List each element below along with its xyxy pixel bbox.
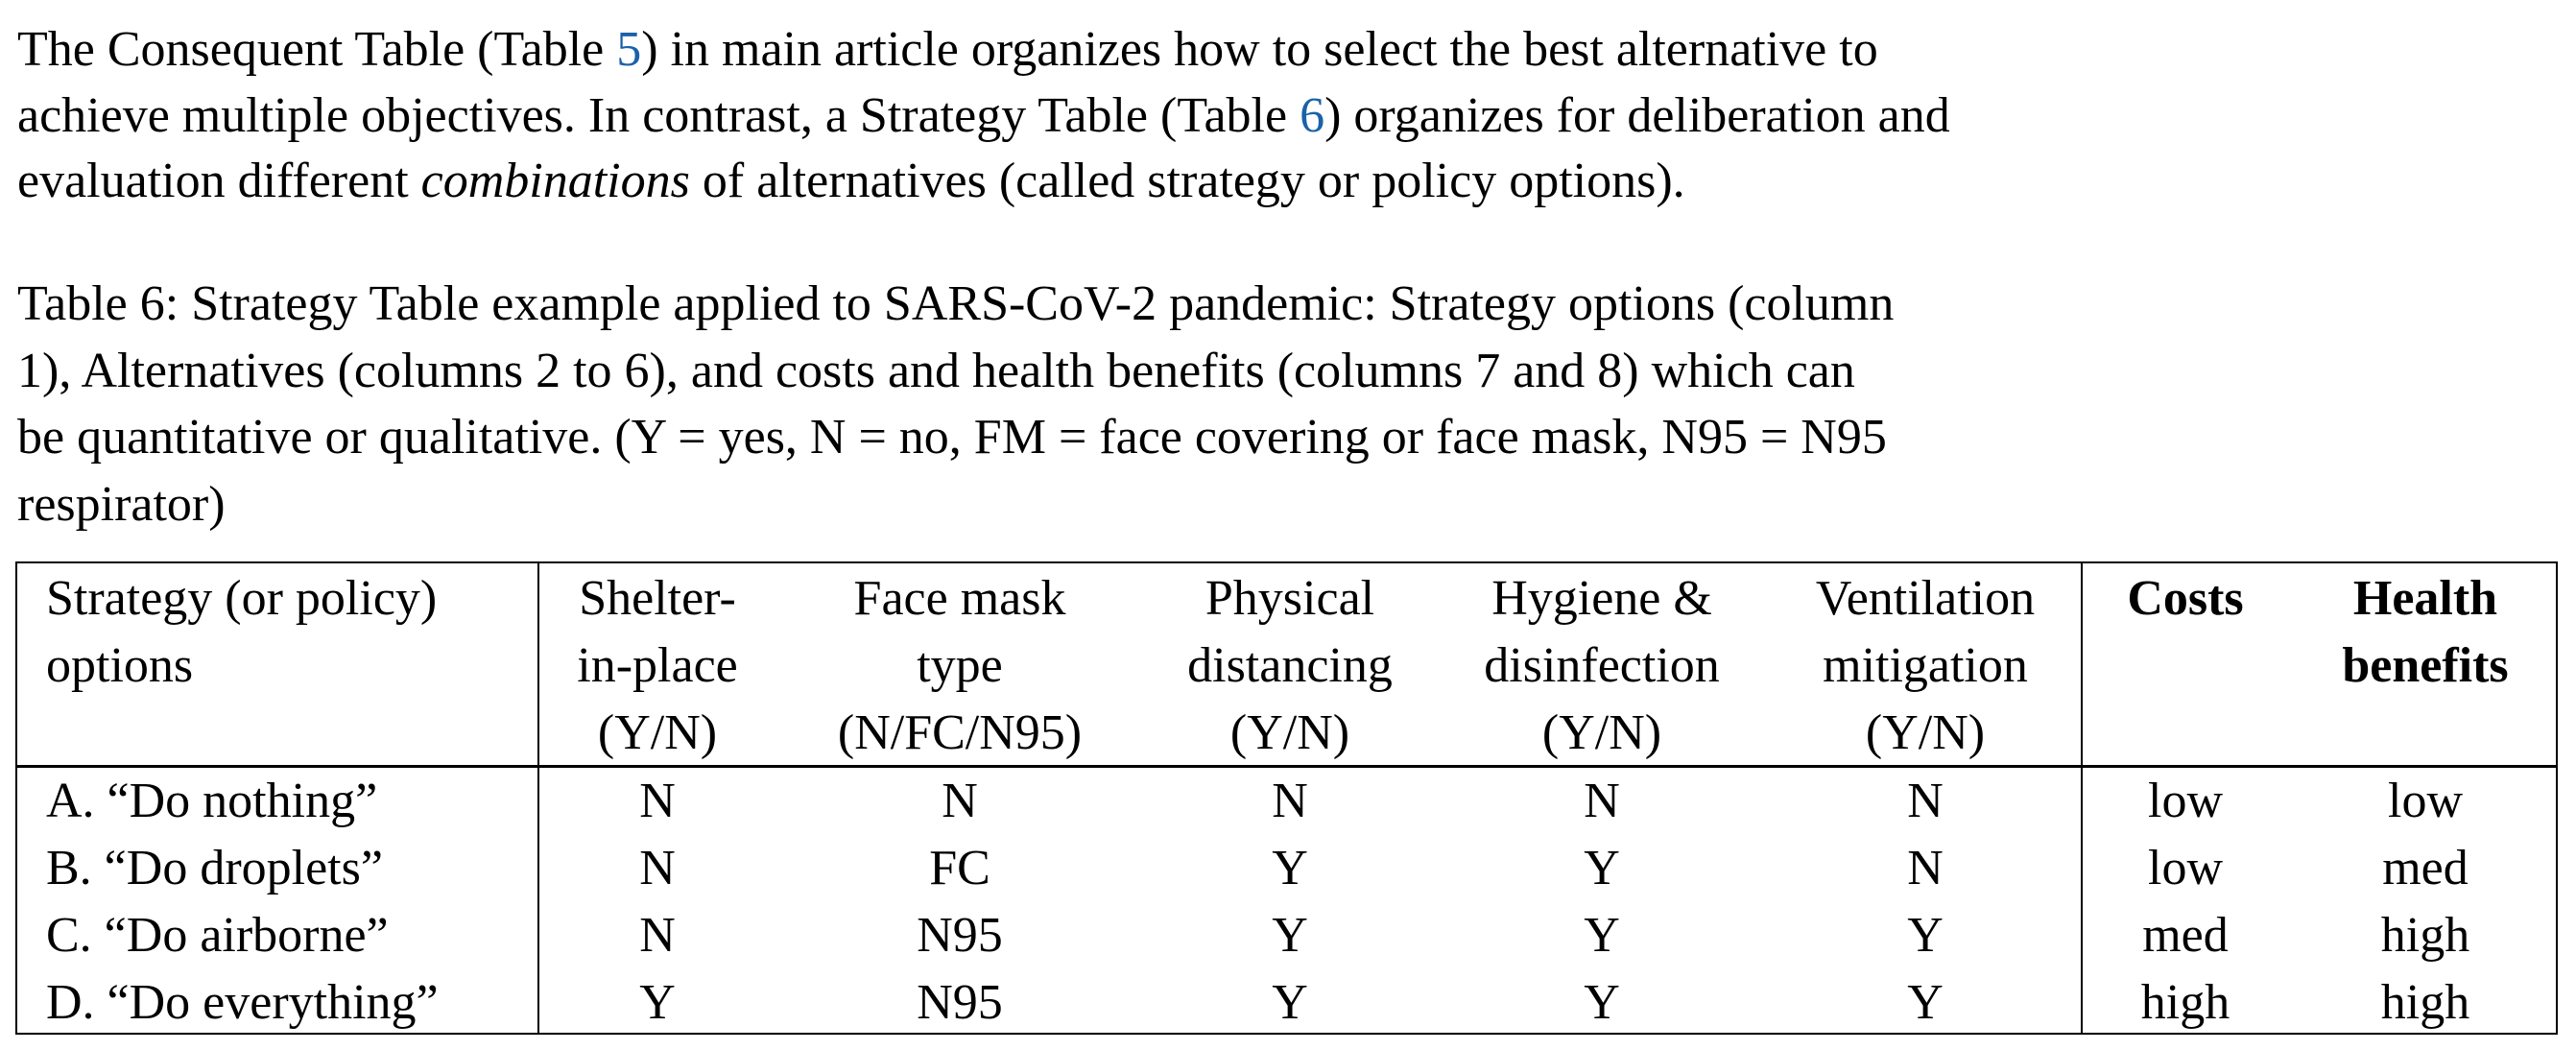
header-facemask-l3: (N/FC/N95) [837,705,1083,760]
row-a-ventilation: N [1907,774,1944,828]
row-c-ventilation: Y [1907,908,1944,963]
header-facemask-l1: Face mask [853,571,1066,626]
header-strategy-l2: options [46,638,194,693]
row-a-health: low [2388,774,2463,828]
row-c-costs: med [2142,908,2229,963]
table-5-link[interactable]: 5 [616,22,642,77]
row-d-strategy: D. “Do everything” [46,975,439,1030]
caption-line-3: be quantitative or qualitative. (Y = yes, N = no, FM = face covering or face mask, N95 = N95 [17,410,1887,465]
header-shelter-l3: (Y/N) [597,705,718,760]
row-c-strategy: C. “Do airborne” [46,908,389,963]
row-a-strategy: A. “Do nothing” [46,774,378,828]
row-c-facemask: N95 [917,908,1003,963]
row-b-health: med [2382,841,2469,895]
row-b-shelter: N [639,841,676,895]
header-ventilation-l1: Ventilation [1815,571,2036,626]
row-b-hygiene: Y [1584,841,1620,895]
header-facemask-l2: type [917,638,1003,693]
header-health-l1: Health [2352,571,2498,626]
row-c-health: high [2380,908,2470,963]
row-d-ventilation: Y [1907,975,1944,1030]
row-a-distancing: N [1272,774,1308,828]
header-ventilation-l3: (Y/N) [1865,705,1986,760]
intro-line-1: The Consequent Table (Table 5) in main article organizes how to select the best alternative to [17,22,1878,77]
row-d-hygiene: Y [1584,975,1620,1030]
row-b-distancing: Y [1272,841,1308,895]
header-shelter-l1: Shelter- [579,571,736,626]
header-distancing-l1: Physical [1205,571,1375,626]
header-shelter-l2: in-place [577,638,738,693]
row-d-costs: high [2140,975,2230,1030]
table-6-link[interactable]: 6 [1300,88,1325,143]
row-a-facemask: N [942,774,978,828]
header-ventilation-l2: mitigation [1823,638,2028,693]
intro-line-3: evaluation different combinations of alternatives (called strategy or policy options). [17,154,1685,208]
row-b-strategy: B. “Do droplets” [46,841,383,895]
column-divider-options [537,561,539,1035]
header-health-l2: benefits [2342,638,2509,693]
row-d-distancing: Y [1272,975,1308,1030]
row-b-facemask: FC [929,841,990,895]
column-divider-outcomes [2081,561,2083,1035]
caption-line-2: 1), Alternatives (columns 2 to 6), and costs and health benefits (columns 7 and 8) which can [17,344,1855,398]
caption-line-1: Table 6: Strategy Table example applied to SARS-CoV-2 pandemic: Strategy options (column [17,276,1895,331]
row-b-costs: low [2148,841,2223,895]
row-d-shelter: Y [639,975,676,1030]
row-b-ventilation: N [1907,841,1944,895]
row-d-facemask: N95 [917,975,1003,1030]
caption-line-4: respirator) [17,477,226,532]
header-hygiene-l1: Hygiene & [1491,571,1712,626]
row-a-shelter: N [639,774,676,828]
header-hygiene-l3: (Y/N) [1541,705,1662,760]
row-a-hygiene: N [1584,774,1620,828]
row-d-health: high [2380,975,2470,1030]
row-c-hygiene: Y [1584,908,1620,963]
header-strategy-l1: Strategy (or policy) [46,571,438,626]
row-c-shelter: N [639,908,676,963]
row-a-costs: low [2148,774,2223,828]
header-distancing-l3: (Y/N) [1229,705,1350,760]
header-costs: Costs [2127,571,2244,626]
header-distancing-l2: distancing [1187,638,1393,693]
header-hygiene-l2: disinfection [1484,638,1720,693]
intro-line-2: achieve multiple objectives. In contrast, a Strategy Table (Table 6) organizes for deliberation and [17,88,1950,143]
row-c-distancing: Y [1272,908,1308,963]
emphasis-combinations: combinations [420,154,690,208]
